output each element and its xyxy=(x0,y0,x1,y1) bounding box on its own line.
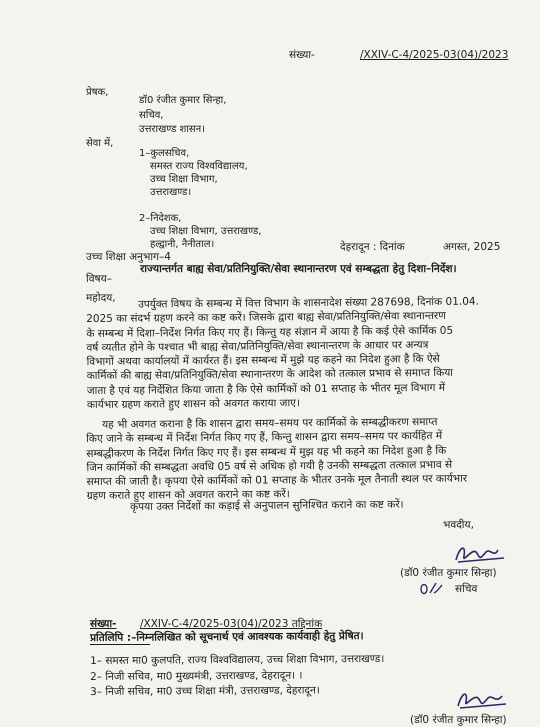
copy-ref-label: संख्या- xyxy=(90,618,117,630)
salutation: महोदय, xyxy=(86,292,116,304)
recipient-line: उच्च शिक्षा विभाग, xyxy=(150,174,218,185)
copy-item: 2– निजी सचिव, मा0 मुख्यमंत्री, उत्तराखण्ड, देहरादून। । xyxy=(90,669,303,683)
ref-label: संख्या- xyxy=(289,49,315,61)
body-line: जिन कार्मिकों की सम्बद्धता अवधि 05 वर्ष से अधिक हो गयी है उनकी सम्बद्धता तत्काल प्रभाव से xyxy=(86,458,453,474)
signature-mark-bottom xyxy=(452,686,512,712)
recipient-line: 1–कुलसचिव, xyxy=(139,148,190,159)
closing-line: कृपया उक्त निर्देशों का कड़ाई से अनुपालन सुनिश्चित कराने का कष्ट करें। xyxy=(130,498,404,513)
recipient-line: 2–निदेशक, xyxy=(139,213,182,224)
body-line: जाता है एवं यह निर्देशित किया जाता है कि ऐसे कार्मिकों को 01 सप्ताह के भीतर मूल विभाग में xyxy=(86,381,446,397)
body-line: उपर्युक्त विषय के सम्बन्ध में वित्त विभाग के शासनादेश संख्या 287698, दिनांक 01.04. xyxy=(138,295,479,311)
body-line: के सम्बन्ध में दिशा–निर्देश निर्गत किए गए हैं। किन्तु यह संज्ञान में आया है कि कई ऐसे कार्मिक 05 xyxy=(86,324,454,340)
sender-line: डॉ0 रंजीत कुमार सिन्हा, xyxy=(139,95,227,106)
body-line: विभागों अथवा कार्यालयों में कार्यरत हैं। इस सम्बन्ध में मुझे यह कहने का निदेश हुआ है कि ऐसे xyxy=(86,353,440,369)
recipient-line: उच्च शिक्षा विभाग, उत्तराखण्ड, xyxy=(150,226,262,237)
month-year: अगस्त, 2025 xyxy=(443,241,501,253)
bottom-signatory-name: (डॉ0 रंजीत कुमार सिन्हा) xyxy=(410,714,507,726)
body-paragraph-1 xyxy=(86,294,515,412)
sender-label: प्रेषक, xyxy=(86,87,109,98)
valediction: भवदीय, xyxy=(443,519,474,531)
recipient-line: उत्तराखण्ड। xyxy=(150,187,192,198)
sender-line: सचिव, xyxy=(139,110,164,121)
subject-text: राज्यान्तर्गत बाह्य सेवा/प्रतिनियुक्ति/सेवा स्थानान्तरण एवं सम्बद्धता हेतु दिशा–निर्देश। xyxy=(140,263,457,275)
body-line: कार्यभार ग्रहण कराते हुए शासन को अवगत कराया जाए। xyxy=(86,397,300,412)
signatory-name: (डॉ0 रंजीत कुमार सिन्हा) xyxy=(400,567,497,579)
body-paragraph-2 xyxy=(86,414,515,504)
body-line: कार्मिकों की बाह्य सेवा/प्रतिनियुक्ति/सेवा स्थानान्तरण के आदेश को तत्काल प्रभाव से समाप्त किया xyxy=(86,367,454,383)
copy-item: 1– समस्त मा0 कुलपति, राज्य विश्वविद्यालय, उच्च शिक्षा विभाग, उत्तराखण्ड। xyxy=(90,652,385,667)
body-line: 2025 का संदर्भ ग्रहण करने का कष्ट करें। जिसके द्वारा बाह्य सेवा/प्रतिनियुक्ति/सेवा स्थानान्तरण xyxy=(86,310,446,326)
recipients-label: सेवा में, xyxy=(86,138,114,149)
body-line: वर्ष व्यतीत होने के पश्चात भी बाह्य सेवा/प्रतिनियुक्ति/सेवा स्थानान्तरण के आधार पर अन्यत्र xyxy=(86,338,429,354)
copy-heading-underline xyxy=(90,644,150,645)
signature-mark xyxy=(450,538,510,568)
body-line: ग्रहण कराते हुए शासन को अवगत कराने का कष्ट करें। xyxy=(86,488,290,503)
body-line: समाप्त की जाती है। कृपया ऐसे कार्मिकों को 01 सप्ताह के भीतर उनके मूल तैनाती स्थल पर कार्यभार xyxy=(86,472,468,489)
recipient-line: समस्त राज्य विश्वविद्यालय, xyxy=(150,161,248,172)
signatory-designation: सचिव xyxy=(455,583,478,595)
subject-label: विषय– xyxy=(86,273,112,285)
copy-heading: प्रतिलिपि :–निम्नलिखित को सूचनार्थ एवं आवश्यक कार्यवाही हेतु प्रेषित। xyxy=(90,630,364,644)
department: उच्च शिक्षा अनुभाग–4 xyxy=(86,251,171,263)
copy-ref-number: /XXIV-C-4/2025-03(04)/2023 तद्दिनांक xyxy=(140,618,323,630)
place-date: देहरादून : दिनांक xyxy=(340,241,405,253)
body-line: यह भी अवगत कराना है कि शासन द्वारा समय–समय पर कार्मिकों के सम्बद्धीकरण समाप्त xyxy=(102,415,438,431)
body-line: किए जाने के सम्बन्ध में निर्देश निर्गत किए गए हैं, किन्तु शासन द्वारा समय–समय पर कार्यहित में xyxy=(86,430,443,446)
body-line: सम्बद्धीकरण के निर्देश निर्गत किए गए हैं। इस सम्बन्ध में मुझ यह भी कहने का निदेश हुआ है कि xyxy=(86,444,447,460)
ref-number: /XXIV-C-4/2025-03(04)/2023 xyxy=(360,49,509,61)
copy-item: 3– निजी सचिव, मा0 उच्च शिक्षा मंत्री, उत्तराखण्ड, देहरादून। xyxy=(90,684,320,698)
sender-line: उत्तराखण्ड शासन। xyxy=(139,124,206,135)
initials-mark xyxy=(418,579,444,597)
recipient-line: हल्द्वानी, नैनीताल। xyxy=(150,239,215,250)
